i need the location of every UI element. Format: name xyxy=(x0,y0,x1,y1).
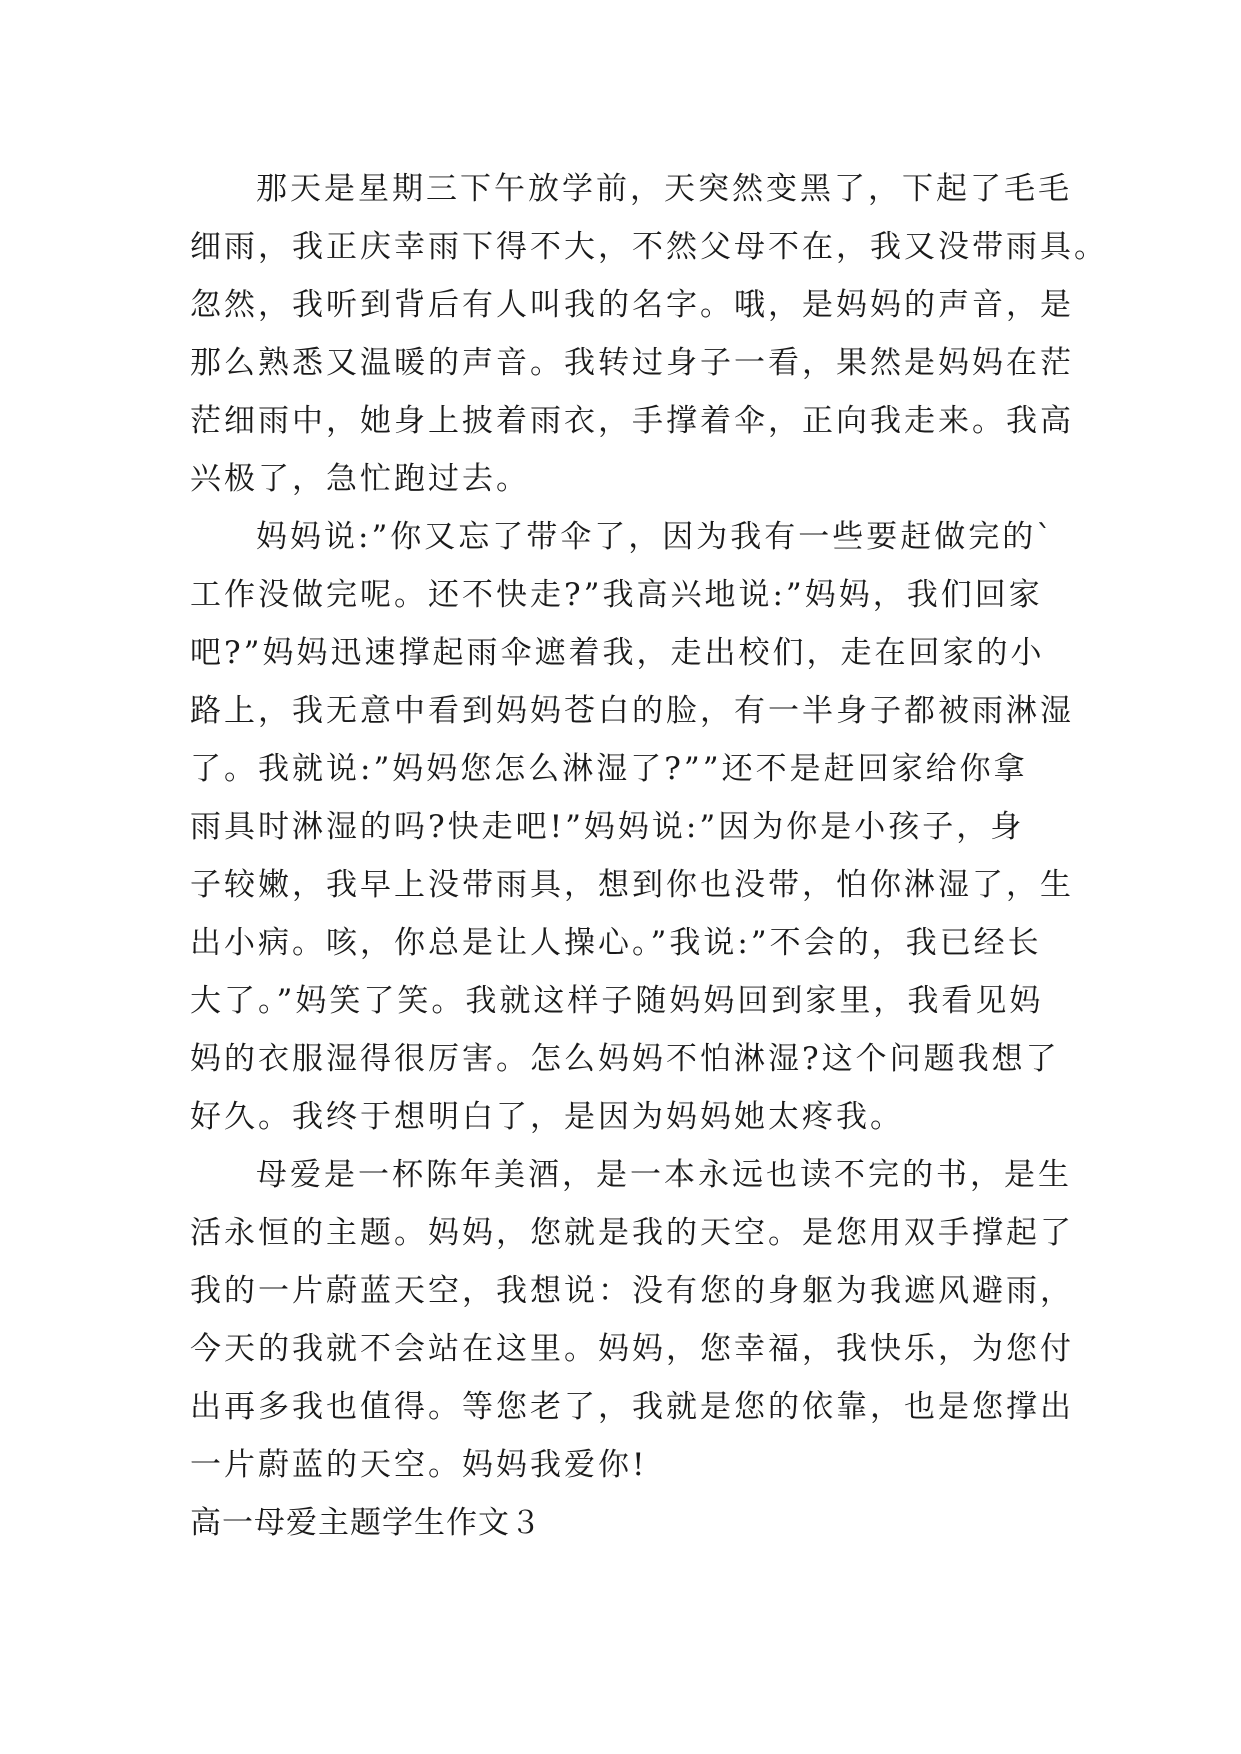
text-line: 兴极了，急忙跑过去。 xyxy=(190,461,530,497)
paragraph-1 xyxy=(190,160,1108,508)
text-line: 那天是星期三下午放学前，天突然变黑了，下起了毛毛 xyxy=(256,171,1072,207)
text-line: 工作没做完呢。还不快走?”我高兴地说:”妈妈，我们回家 xyxy=(190,577,1043,613)
text-line: 子较嫩，我早上没带雨具，想到你也没带，怕你淋湿了，生 xyxy=(190,867,1074,903)
text-line: 出小病。咳，你总是让人操心。”我说:”不会的，我已经长 xyxy=(190,925,1042,961)
text-line: 细雨，我正庆幸雨下得不大，不然父母不在，我又没带雨具。 xyxy=(190,229,1108,265)
text-line: 路上，我无意中看到妈妈苍白的脸，有一半身子都被雨淋湿 xyxy=(190,693,1074,729)
text-line: 今天的我就不会站在这里。妈妈，您幸福，我快乐，为您付 xyxy=(190,1331,1074,1367)
text-line: 母爱是一杯陈年美酒，是一本永远也读不完的书，是生 xyxy=(256,1157,1072,1193)
text-line: 雨具时淋湿的吗?快走吧!”妈妈说:”因为你是小孩子，身 xyxy=(190,809,1025,845)
paragraph-3 xyxy=(190,1146,1074,1494)
text-line: 活永恒的主题。妈妈，您就是我的天空。是您用双手撑起了 xyxy=(190,1215,1074,1251)
text-line: 好久。我终于想明白了，是因为妈妈她太疼我。 xyxy=(190,1099,904,1135)
text-line: 忽然，我听到背后有人叫我的名字。哦，是妈妈的声音，是 xyxy=(190,287,1074,323)
essay-heading: 高一母爱主题学生作文３ xyxy=(190,1505,542,1541)
text-line: 茫细雨中，她身上披着雨衣，手撑着伞，正向我走来。我高 xyxy=(190,403,1074,439)
text-line: 妈妈说:”你又忘了带伞了，因为我有一些要赶做完的` xyxy=(256,519,1055,555)
text-line: 我的一片蔚蓝天空，我想说：没有您的身躯为我遮风避雨， xyxy=(190,1273,1074,1309)
text-line: 出再多我也值得。等您老了，我就是您的依靠，也是您撑出 xyxy=(190,1389,1074,1425)
text-line: 妈的衣服湿得很厉害。怎么妈妈不怕淋湿?这个问题我想了 xyxy=(190,1041,1060,1077)
text-line: 那么熟悉又温暖的声音。我转过身子一看，果然是妈妈在茫 xyxy=(190,345,1074,381)
text-line: 吧?”妈妈迅速撑起雨伞遮着我，走出校们，走在回家的小 xyxy=(190,635,1045,671)
document-body xyxy=(190,160,1108,1552)
text-line: 一片蔚蓝的天空。妈妈我爱你! xyxy=(190,1447,648,1483)
text-line: 了。我就说:”妈妈您怎么淋湿了?””还不是赶回家给你拿 xyxy=(190,751,1028,787)
text-line: 大了。”妈笑了笑。我就这样子随妈妈回到家里，我看见妈 xyxy=(190,983,1044,1019)
paragraph-2 xyxy=(190,508,1074,1146)
